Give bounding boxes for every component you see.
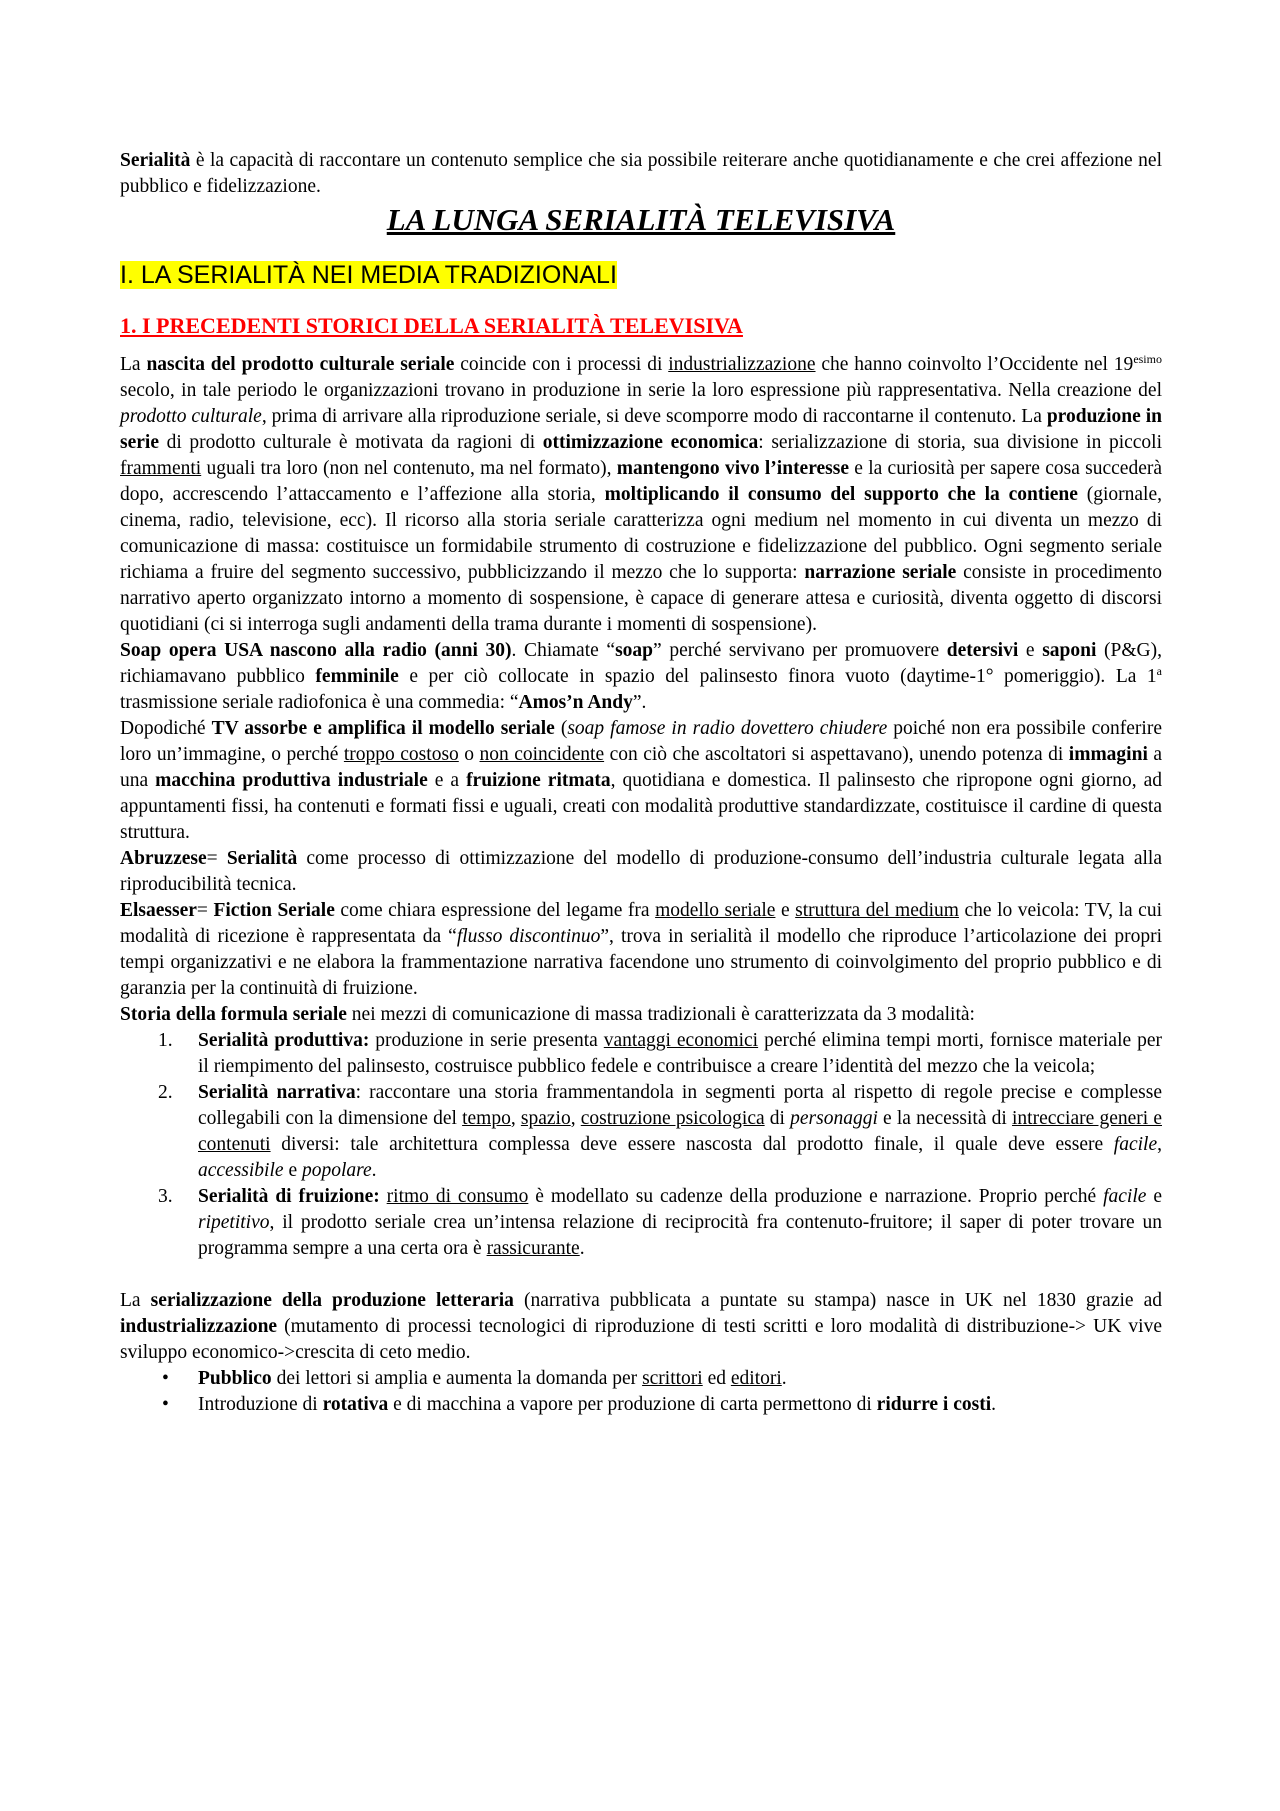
bold-run: moltiplicando il consumo del supporto che la contiene: [604, 484, 1078, 505]
text-run: e: [775, 900, 796, 921]
underline-run: industrializzazione: [668, 354, 816, 375]
paragraph-elsaesser: [120, 898, 1162, 1002]
bold-run: Serialità narrativa: [198, 1082, 356, 1103]
bold-run: Pubblico: [198, 1368, 272, 1389]
text-run: è modellato su cadenze della produzione e narrazione. Proprio perché: [528, 1186, 1104, 1207]
text-run: Introduzione di: [198, 1394, 323, 1415]
text-run: dei lettori si amplia e aumenta la domanda per: [271, 1368, 643, 1389]
paragraph-soap-opera: [120, 638, 1162, 716]
bold-run: TV assorbe e amplifica il modello seriale: [211, 718, 555, 739]
text-run: di prodotto culturale è motivata da ragioni di: [158, 432, 543, 453]
text-run: perché elimina tempi morti, fornisce materiale per il riempimento del palinsesto, costruisce pubblico fedele e contribuisce a creare l’identità del mezzo che la veicola;: [198, 1030, 1162, 1077]
text-run: coincide con i processi di: [454, 354, 669, 375]
text-run: .: [579, 1238, 585, 1259]
bold-run: ottimizzazione economica: [542, 432, 759, 453]
bold-run: ridurre i costi: [876, 1394, 992, 1415]
paragraph-formula: [120, 1002, 1162, 1028]
bold-run: fruizione ritmata: [466, 770, 611, 791]
bold-run: saponi: [1042, 640, 1097, 661]
text-run: e: [1018, 640, 1043, 661]
bold-run: nascita del prodotto culturale seriale: [146, 354, 455, 375]
text-run: Dopodiché: [120, 718, 212, 739]
bullet-icon: •: [162, 1368, 169, 1389]
text-run: =: [196, 900, 214, 921]
bold-run: immagini: [1068, 744, 1148, 765]
section-heading-text: I. LA SERIALITÀ NEI MEDIA TRADIZIONALI: [120, 261, 617, 289]
underline-run: spazio: [520, 1108, 571, 1129]
document-page: [120, 148, 1162, 1418]
underline-run: costruzione psicologica: [580, 1108, 765, 1129]
text-run: ,: [570, 1108, 581, 1129]
intro-term: Serialità: [120, 150, 191, 171]
italic-run: soap famose in radio dovettero chiudere: [567, 718, 888, 739]
list-number: 3.: [158, 1186, 173, 1207]
italic-run: facile: [1113, 1134, 1158, 1155]
text-run: e di macchina a vapore per produzione di carta permettono di: [388, 1394, 877, 1415]
bold-run: Serialità di fruizione:: [198, 1186, 380, 1207]
text-run: ” perché servivano per promuovere: [653, 640, 947, 661]
text-run: a una: [120, 744, 1163, 791]
text-run: ”, trova in serialità il modello che riproduce l’articolazione dei propri tempi organizzativi e ne elabora la frammentazione narrativa facendone uno strumento di coinvolgimento del proprio pubblico e di garanzia per la continuità di fruizione.: [120, 926, 1162, 999]
list-number: 1.: [158, 1030, 173, 1051]
text-run: con ciò che ascoltatori si aspettavano), unendo potenza di: [604, 744, 1069, 765]
text-run: (P&G), richiamavano pubblico: [120, 640, 1163, 687]
bold-run: Soap opera USA nascono alla radio (anni 30): [120, 640, 512, 661]
text-run: diversi: tale architettura complessa deve essere nascosta dal prodotto finale, il quale deve essere: [270, 1134, 1114, 1155]
bold-run: Serialità: [226, 848, 298, 869]
bold-run: mantengono vivo l’interesse: [616, 458, 850, 479]
bullet-item: [120, 1392, 1162, 1418]
bold-run: detersivi: [946, 640, 1019, 661]
text-run: come processo di ottimizzazione del modello di produzione-consumo dell’industria culturale legata alla riproducibilità tecnica.: [120, 848, 1162, 895]
section-heading: [120, 258, 1162, 292]
underline-run: rassicurante: [486, 1238, 580, 1259]
text-run: .: [371, 1160, 377, 1181]
text-run: (mutamento di processi tecnologici di riproduzione di testi scritti e loro modalità di distribuzione-> UK vive sviluppo economico->crescita di ceto medio.: [120, 1316, 1162, 1363]
text-run: o: [458, 744, 480, 765]
paragraph-literary: [120, 1288, 1162, 1366]
italic-run: popolare: [301, 1160, 372, 1181]
text-run: e la necessità di: [877, 1108, 1013, 1129]
underline-run: editori: [730, 1368, 782, 1389]
list-item: [120, 1080, 1162, 1184]
text-run: e: [1146, 1186, 1162, 1207]
bold-run: Elsaesser: [120, 900, 197, 921]
underline-run: non coincidente: [479, 744, 605, 765]
bold-run: macchina produttiva industriale: [155, 770, 428, 791]
bold-run: narrazione seriale: [804, 562, 957, 583]
bold-run: soap: [615, 640, 654, 661]
modalities-list: [120, 1028, 1162, 1262]
text-run: produzione in serie presenta: [369, 1030, 604, 1051]
text-run: ,: [1157, 1134, 1162, 1155]
text-run: e: [283, 1160, 302, 1181]
document-title: LA LUNGA SERIALITÀ TELEVISIVA: [386, 202, 896, 237]
text-run: (narrativa pubblicata a puntate su stampa) nasce in UK nel 1830 grazie ad: [513, 1290, 1162, 1311]
bullet-list: [120, 1366, 1162, 1418]
text-run: poiché non era possibile conferire loro un’immagine, o perché: [120, 718, 1162, 765]
text-run: secolo, in tale periodo le organizzazioni trovano in produzione in serie la loro espressione più rappresentativa. Nella creazione del: [120, 380, 1162, 401]
italic-run: facile: [1103, 1186, 1147, 1207]
bold-run: serializzazione della produzione letteraria: [150, 1290, 514, 1311]
text-run: e la curiosità per sapere cosa succederà dopo, accrescendo l’attaccamento e l’affezione alla storia,: [120, 458, 1162, 505]
bold-run: Abruzzese: [120, 848, 207, 869]
text-run: nei mezzi di comunicazione di massa tradizionali è caratterizzata da 3 modalità:: [346, 1004, 975, 1025]
text-run: (giornale, cinema, radio, televisione, ecc). Il ricorso alla storia seriale caratterizza ogni medium nel momento in cui diventa un mezzo di comunicazione di massa: costituisce un formidabile strumento di costruzione e fidelizzazione del pubblico. Ogni segmento seriale richiama a fruire del segmento successivo, pubblicizzando il mezzo che lo supporta:: [120, 484, 1162, 583]
underline-run: struttura del medium: [795, 900, 959, 921]
text-run: : raccontare una storia frammentandola in segmenti porta al rispetto di regole precise e complesse collegabili con la dimensione del: [198, 1082, 1163, 1129]
paragraph-abruzzese: [120, 846, 1162, 898]
underline-run: vantaggi economici: [603, 1030, 759, 1051]
text-run: .: [991, 1394, 996, 1415]
intro-paragraph: [120, 148, 1162, 200]
bullet-item: [120, 1366, 1162, 1392]
text-run: ed: [702, 1368, 731, 1389]
text-run: che lo veicola: TV, la cui modalità di ricezione è rappresentata da “: [120, 900, 1162, 947]
text-run: La: [120, 1290, 151, 1311]
text-run: e per ciò collocate in spazio del palinsesto finora vuoto (daytime-1° pomeriggio). La 1: [398, 666, 1157, 687]
italic-run: ripetitivo: [198, 1212, 270, 1233]
underline-run: frammenti: [120, 458, 202, 479]
text-run: =: [206, 848, 227, 869]
text-run: come chiara espressione del legame fra: [334, 900, 656, 921]
bold-run: rotativa: [322, 1394, 389, 1415]
list-number: 2.: [158, 1082, 173, 1103]
spacer: [120, 1262, 1162, 1288]
list-item: [120, 1184, 1162, 1262]
underline-run: ritmo di consumo: [386, 1186, 529, 1207]
italic-run: prodotto culturale: [120, 406, 262, 427]
bold-run: industrializzazione: [120, 1316, 278, 1337]
underline-run: troppo costoso: [343, 744, 459, 765]
text-run: .: [781, 1368, 787, 1389]
text-run: di: [764, 1108, 791, 1129]
bullet-icon: •: [162, 1394, 169, 1415]
superscript-run: a: [1156, 664, 1162, 678]
text-run: ”.: [632, 692, 647, 713]
superscript-run: esimo: [1133, 352, 1162, 366]
text-run: La: [120, 354, 147, 375]
intro-text: è la capacità di raccontare un contenuto semplice che sia possibile reiterare anche quotidianamente e che crei affezione nel pubblico e fidelizzazione.: [120, 150, 1162, 197]
paragraph-origins: [120, 352, 1162, 638]
bold-run: Amos’n Andy: [518, 692, 633, 713]
italic-run: flusso discontinuo: [456, 926, 601, 947]
underline-run: tempo: [462, 1108, 511, 1129]
underline-run: intrecciare generi e contenuti: [198, 1108, 1162, 1155]
text-run: . Chiamate “: [511, 640, 616, 661]
text-run: uguali tra loro (non nel contenuto, ma nel formato),: [201, 458, 617, 479]
text-run: consiste in procedimento narrativo aperto organizzato intorno a momento di sospensione, è capace di generare attesa e curiosità, diventa oggetto di discorsi quotidiani (ci si interroga sugli andamenti della trama durante i momenti di sospensione).: [120, 562, 1162, 635]
text-run: (: [554, 718, 568, 739]
text-run: ,: [510, 1108, 521, 1129]
text-run: [380, 1186, 387, 1207]
italic-run: accessibile: [198, 1160, 284, 1181]
list-item: [120, 1028, 1162, 1080]
bold-run: femminile: [315, 666, 399, 687]
underline-run: modello seriale: [655, 900, 776, 921]
bold-run: Storia della formula seriale: [120, 1004, 347, 1025]
text-run: trasmissione seriale radiofonica è una commedia: “: [120, 692, 519, 713]
text-run: , quotidiana e domestica. Il palinsesto che ripropone ogni giorno, ad appuntamenti fissi, ha contenuti e formati fissi e uguali, creati con modalità produttive standardizzate, costituisce il cardine di questa struttura.: [120, 770, 1163, 843]
text-run: : serializzazione di storia, sua divisione in piccoli: [758, 432, 1163, 453]
text-run: , prima di arrivare alla riproduzione seriale, si deve scomporre modo di raccontarne il contenuto. La: [261, 406, 1047, 427]
subsection-heading: 1. I PRECEDENTI STORICI DELLA SERIALITÀ TELEVISIVA: [120, 313, 743, 338]
text-run: e a: [427, 770, 467, 791]
underline-run: scrittori: [642, 1368, 703, 1389]
bold-run: Fiction Seriale: [213, 900, 335, 921]
text-run: che hanno coinvolto l’Occidente nel 19: [815, 354, 1134, 375]
text-run: , il prodotto seriale crea un’intensa relazione di reciprocità fra contenuto-fruitore; il saper di poter trovare un programma sempre a una certa ora è: [198, 1212, 1162, 1259]
italic-run: personaggi: [790, 1108, 878, 1129]
paragraph-tv: [120, 716, 1162, 846]
bold-run: Serialità produttiva:: [198, 1030, 370, 1051]
bold-run: produzione in serie: [120, 406, 1162, 453]
